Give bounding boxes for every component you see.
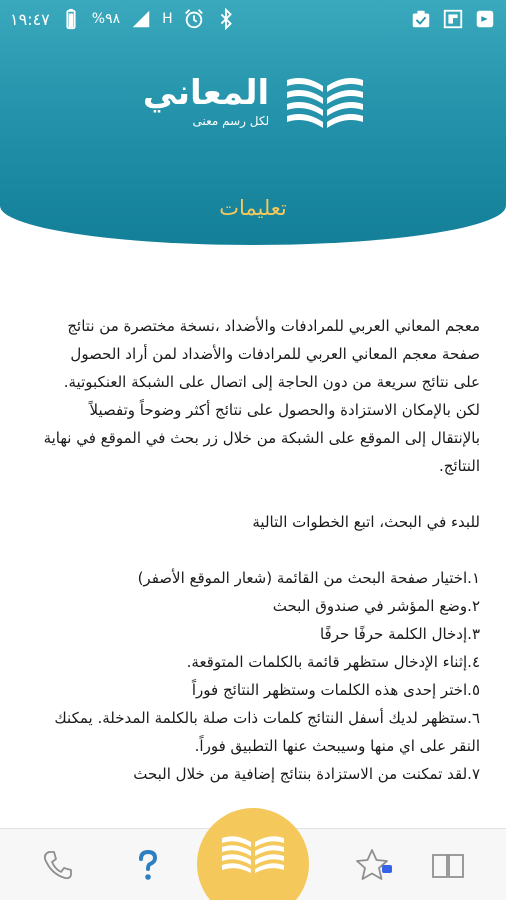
brand-logo bbox=[140, 62, 370, 142]
network-h-icon: H bbox=[162, 11, 173, 27]
app-badge-icon bbox=[474, 8, 496, 30]
favorites-badge bbox=[382, 865, 392, 873]
instructions-content[interactable] bbox=[40, 312, 480, 828]
signal-icon bbox=[130, 8, 152, 30]
brand-name: المعاني bbox=[142, 73, 270, 113]
step-item: ٤.إثناء الإدخال ستظهر قائمة بالكلمات المتوقعة. bbox=[186, 653, 480, 671]
task-icon bbox=[410, 8, 432, 30]
battery-icon bbox=[60, 8, 82, 30]
bluetooth-icon bbox=[215, 8, 237, 30]
step-item: ٢.وضع المؤشر في صندوق البحث bbox=[272, 597, 480, 615]
phone-icon bbox=[40, 847, 76, 883]
dictionary-button[interactable] bbox=[426, 843, 470, 887]
dictionary-book-icon bbox=[430, 847, 466, 883]
favorites-button[interactable] bbox=[350, 843, 394, 887]
help-button[interactable] bbox=[126, 843, 170, 887]
alarm-icon bbox=[183, 8, 205, 30]
step-item: ٦.ستظهر لديك أسفل النتائج كلمات ذات صلة بالكلمة المدخلة. يمكنك النقر على اي منها وسيبحث عنها التطبيق فوراً. bbox=[54, 709, 480, 755]
status-bar-left bbox=[10, 8, 237, 30]
battery-percent: %٩٨ bbox=[91, 11, 121, 27]
steps-heading: للبدء في البحث، اتبع الخطوات التالية bbox=[252, 513, 480, 531]
brand-text bbox=[142, 73, 270, 128]
step-item: ٣.إدخال الكلمة حرفًا حرفًا bbox=[319, 625, 480, 643]
phone-button[interactable] bbox=[36, 843, 80, 887]
header bbox=[0, 0, 506, 245]
page-title: تعليمات bbox=[219, 196, 287, 220]
brand-tagline: لكل رسم معنى bbox=[192, 114, 270, 128]
step-item: ٧.لقد تمكنت من الاستزادة بنتائج إضافية من خلال البحث bbox=[133, 765, 480, 783]
step-item: ٥.اختر إحدى هذه الكلمات وستظهر النتائج فوراً bbox=[191, 681, 480, 699]
help-icon bbox=[130, 847, 166, 883]
status-bar bbox=[0, 0, 506, 38]
intro-paragraph: معجم المعاني العربي للمرادفات والأضداد ،نسخة مختصرة من نتائج صفحة معجم المعاني العربي للمرادفات والأضداد لمن أراد الحصول على نتائج سريعة من دون الحاجة إلى اتصال على الشبكة العنكبوتية. لكن بالإمكان الاستزادة والحصول على نتائج أكثر وضوحاً وتفصيلاً بالإنتقال إلى الموقع على الشبكة من خلال زر بحث في الموقع في نهاية النتائج. bbox=[43, 317, 480, 475]
open-book-logo-icon bbox=[283, 72, 367, 132]
status-bar-right bbox=[410, 8, 496, 30]
clock: ١٩:٤٧ bbox=[10, 9, 50, 29]
flipboard-icon bbox=[442, 8, 464, 30]
step-item: ١.اختيار صفحة البحث من القائمة (شعار الموقع الأصفر) bbox=[137, 569, 480, 587]
books-icon bbox=[220, 832, 286, 874]
